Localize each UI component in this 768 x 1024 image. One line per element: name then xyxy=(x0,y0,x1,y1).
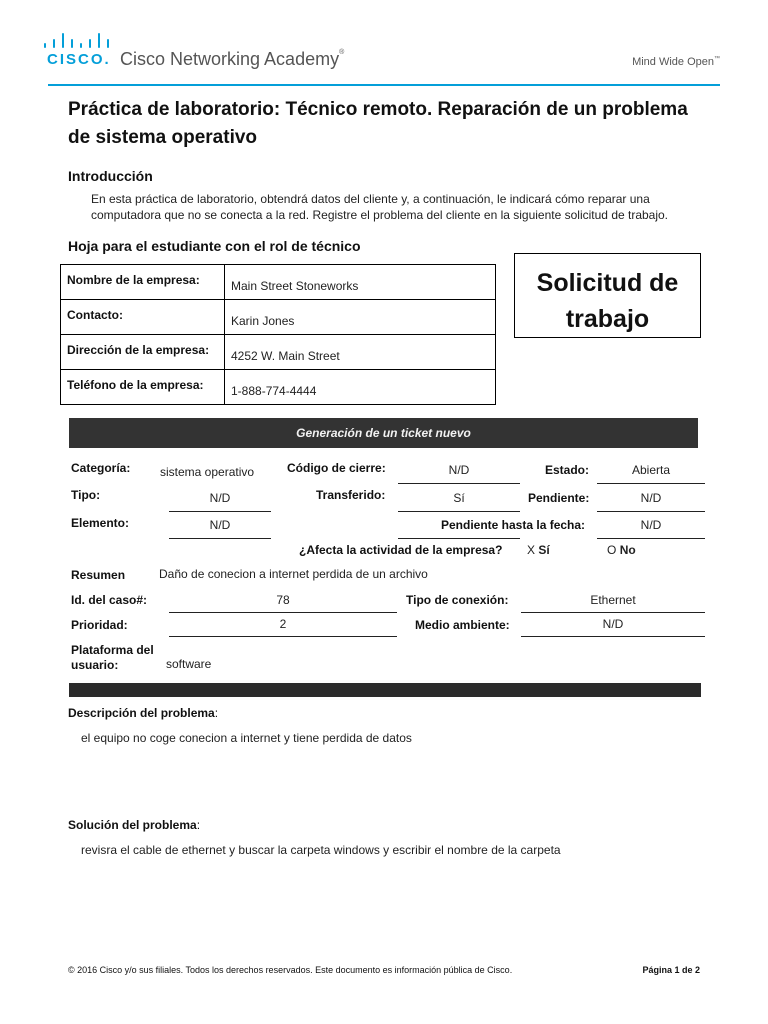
company-name-label: Nombre de la empresa: xyxy=(61,265,225,300)
table-row xyxy=(61,335,496,370)
pending-date-underline xyxy=(597,538,705,539)
environment-label: Medio ambiente: xyxy=(415,618,510,632)
contact-value: Karin Jones xyxy=(225,300,496,335)
pending-underline xyxy=(597,511,705,512)
cisco-logo-bars-icon xyxy=(44,32,114,48)
platform-label-line-2: usuario: xyxy=(71,658,119,672)
cisco-logo-wordmark: CISCO. xyxy=(47,51,111,68)
platform-label xyxy=(71,643,154,673)
header-divider xyxy=(48,84,720,86)
platform-label-line-1: Plataforma del xyxy=(71,643,154,657)
closing-code-underline xyxy=(398,483,520,484)
pending-label: Pendiente: xyxy=(528,491,590,505)
case-id-label: Id. del caso#: xyxy=(71,593,148,607)
table-row xyxy=(61,370,496,405)
contact-label: Contacto: xyxy=(61,300,225,335)
problem-description-heading: Descripción del problema: xyxy=(68,706,219,720)
phone-value: 1-888-774-4444 xyxy=(225,370,496,405)
blank-underline xyxy=(398,538,520,539)
intro-heading: Introducción xyxy=(68,168,153,184)
environment-value: N/D xyxy=(602,617,624,631)
impact-yes-mark: X xyxy=(527,543,536,557)
type-value: N/D xyxy=(209,491,231,505)
connection-type-value: Ethernet xyxy=(590,593,636,607)
impact-no-label: No xyxy=(619,543,636,557)
environment-underline xyxy=(521,636,705,637)
closing-code-label: Código de cierre: xyxy=(287,461,386,475)
connection-type-label: Tipo de conexión: xyxy=(406,593,509,607)
problem-solution-heading: Solución del problema: xyxy=(68,818,201,832)
connection-type-underline xyxy=(521,612,705,613)
item-label: Elemento: xyxy=(71,516,130,530)
work-order-title-box: Solicitud de trabajo xyxy=(514,253,701,338)
problem-solution-text: revisra el cable de ethernet y buscar la carpeta windows y escribir el nombre de la carpeta xyxy=(81,843,561,857)
category-value: sistema operativo xyxy=(160,465,255,479)
status-underline xyxy=(597,483,705,484)
address-label: Dirección de la empresa: xyxy=(61,335,225,370)
transferred-label: Transferido: xyxy=(316,488,386,502)
priority-label: Prioridad: xyxy=(71,618,128,632)
transferred-value: Sí xyxy=(453,491,465,505)
priority-value: 2 xyxy=(279,617,287,631)
page-number: Página 1 de 2 xyxy=(642,965,700,975)
priority-underline xyxy=(169,636,397,637)
ticket-end-bar xyxy=(69,683,701,697)
closing-code-value: N/D xyxy=(448,463,470,477)
intro-text: En esta práctica de laboratorio, obtendrá datos del cliente y, a continuación, le indicará cómo reparar una computadora que no se conecta a la red. Registre el problema del cliente en la siguiente solicitud de trabajo. xyxy=(91,192,669,222)
company-name-value: Main Street Stoneworks xyxy=(225,265,496,300)
summary-value: Daño de conecion a internet perdida de un archivo xyxy=(159,567,428,581)
phone-label: Teléfono de la empresa: xyxy=(61,370,225,405)
impact-no-option xyxy=(607,543,636,557)
item-underline xyxy=(169,538,271,539)
type-underline xyxy=(169,511,271,512)
company-info-table xyxy=(60,264,496,405)
case-id-value: 78 xyxy=(276,593,290,607)
business-impact-label: ¿Afecta la actividad de la empresa? xyxy=(299,543,503,557)
pending-date-label: Pendiente hasta la fecha: xyxy=(441,518,586,532)
impact-yes-label: Sí xyxy=(538,543,550,557)
pending-value: N/D xyxy=(640,491,662,505)
summary-label: Resumen xyxy=(71,568,126,582)
case-id-underline xyxy=(169,612,397,613)
item-value: N/D xyxy=(209,518,231,532)
pending-date-value: N/D xyxy=(640,518,662,532)
impact-yes-option xyxy=(527,543,550,557)
table-row xyxy=(61,265,496,300)
table-row xyxy=(61,300,496,335)
status-value: Abierta xyxy=(631,463,671,477)
problem-description-text: el equipo no coge conecion a internet y tiene perdida de datos xyxy=(81,731,412,745)
platform-value: software xyxy=(166,657,212,671)
status-label: Estado: xyxy=(545,463,590,477)
impact-no-mark: O xyxy=(607,543,617,557)
transferred-underline xyxy=(398,511,520,512)
address-value: 4252 W. Main Street xyxy=(225,335,496,370)
footer-copyright: © 2016 Cisco y/o sus filiales. Todos los derechos reservados. Este documento es información pública de Cisco. xyxy=(68,965,513,975)
type-label: Tipo: xyxy=(71,488,101,502)
tagline: Mind Wide Open™ xyxy=(632,56,720,68)
student-sheet-heading: Hoja para el estudiante con el rol de técnico xyxy=(68,238,361,254)
new-ticket-bar: Generación de un ticket nuevo xyxy=(69,418,698,448)
category-label: Categoría: xyxy=(71,461,131,475)
document-title: Práctica de laboratorio: Técnico remoto. Reparación de un problema de sistema operativo xyxy=(68,99,688,148)
academy-name: Cisco Networking Academy® xyxy=(120,49,345,69)
